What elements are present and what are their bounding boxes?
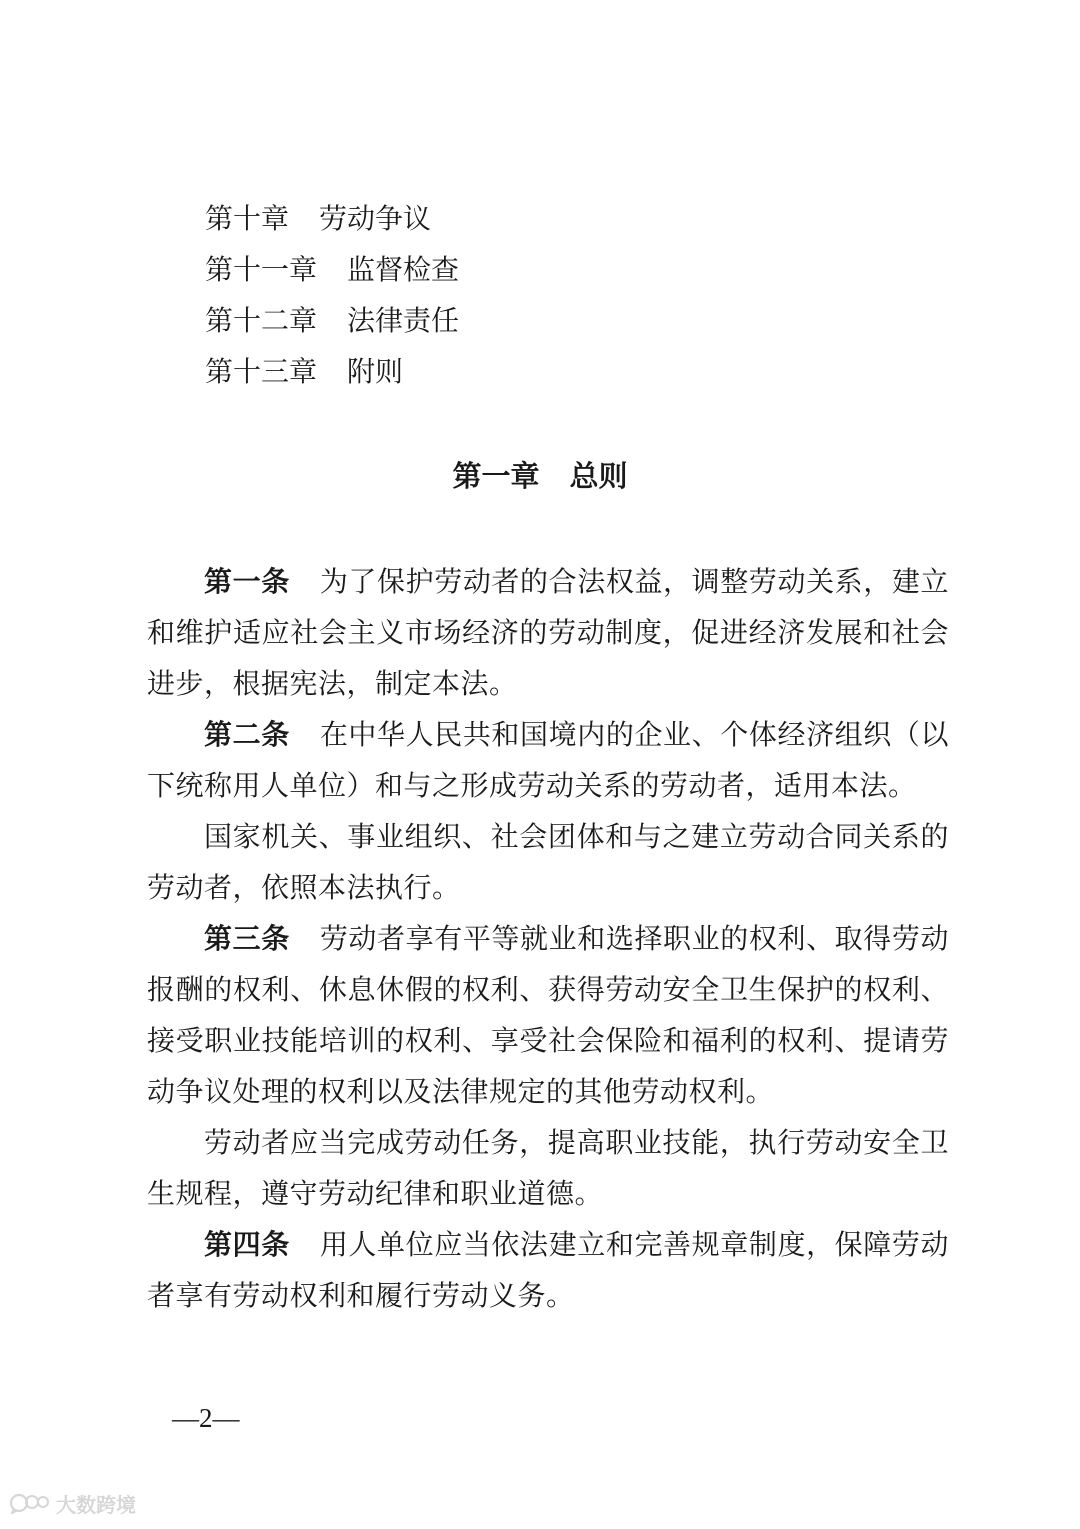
article-text: 劳动者享有平等就业和选择职业的权利、取得劳动报酬的权利、休息休假的权利、获得劳动安全卫生保护的权利、接受职业技能培训的权利、享受社会保险和福利的权利、提请劳动争议处理的权利以及法律规定的其他劳动权利。 — [147, 922, 949, 1108]
document-body — [147, 556, 949, 1321]
article-label: 第三条 — [204, 922, 290, 955]
toc-chapter-number: 第十二章 — [205, 304, 318, 337]
page-number: —2— — [172, 1403, 240, 1433]
toc-chapter-title: 附则 — [347, 355, 404, 388]
article-3 — [147, 913, 949, 1117]
toc-item — [205, 295, 805, 346]
toc-chapter-title: 法律责任 — [347, 304, 460, 337]
article-3-paragraph-2 — [147, 1117, 949, 1219]
article-label: 第一条 — [204, 565, 290, 598]
article-text: 为了保护劳动者的合法权益，调整劳动关系，建立和维护适应社会主义市场经济的劳动制度，促进经济发展和社会进步，根据宪法，制定本法。 — [147, 565, 949, 700]
toc-chapter-number: 第十章 — [205, 202, 290, 235]
article-text: 在中华人民共和国境内的企业、个体经济组织（以下统称用人单位）和与之形成劳动关系的劳动者，适用本法。 — [147, 718, 949, 802]
article-2-paragraph-2 — [147, 811, 949, 913]
article-4 — [147, 1219, 949, 1321]
article-label: 第二条 — [204, 718, 290, 751]
article-label: 第四条 — [204, 1228, 290, 1261]
watermark — [10, 1488, 136, 1518]
table-of-contents — [205, 193, 805, 397]
toc-chapter-title: 监督检查 — [347, 253, 460, 286]
chapter-heading — [0, 450, 1080, 502]
article-1 — [147, 556, 949, 709]
toc-chapter-number: 第十三章 — [205, 355, 318, 388]
watermark-text: 大数跨境 — [56, 1492, 136, 1517]
speech-bubble-logo-icon — [10, 1492, 50, 1514]
toc-item — [205, 244, 805, 295]
toc-chapter-title: 劳动争议 — [319, 202, 432, 235]
article-text: 用人单位应当依法建立和完善规章制度，保障劳动者享有劳动权利和履行劳动义务。 — [147, 1228, 949, 1312]
toc-chapter-number: 第十一章 — [205, 253, 318, 286]
toc-item — [205, 193, 805, 244]
article-text: 劳动者应当完成劳动任务，提高职业技能，执行劳动安全卫生规程，遵守劳动纪律和职业道德。 — [147, 1126, 949, 1210]
article-2 — [147, 709, 949, 811]
chapter-number: 第一章 — [452, 459, 540, 493]
toc-item — [205, 346, 805, 397]
chapter-title: 总则 — [569, 459, 628, 493]
article-text: 国家机关、事业组织、社会团体和与之建立劳动合同关系的劳动者，依照本法执行。 — [147, 820, 949, 904]
